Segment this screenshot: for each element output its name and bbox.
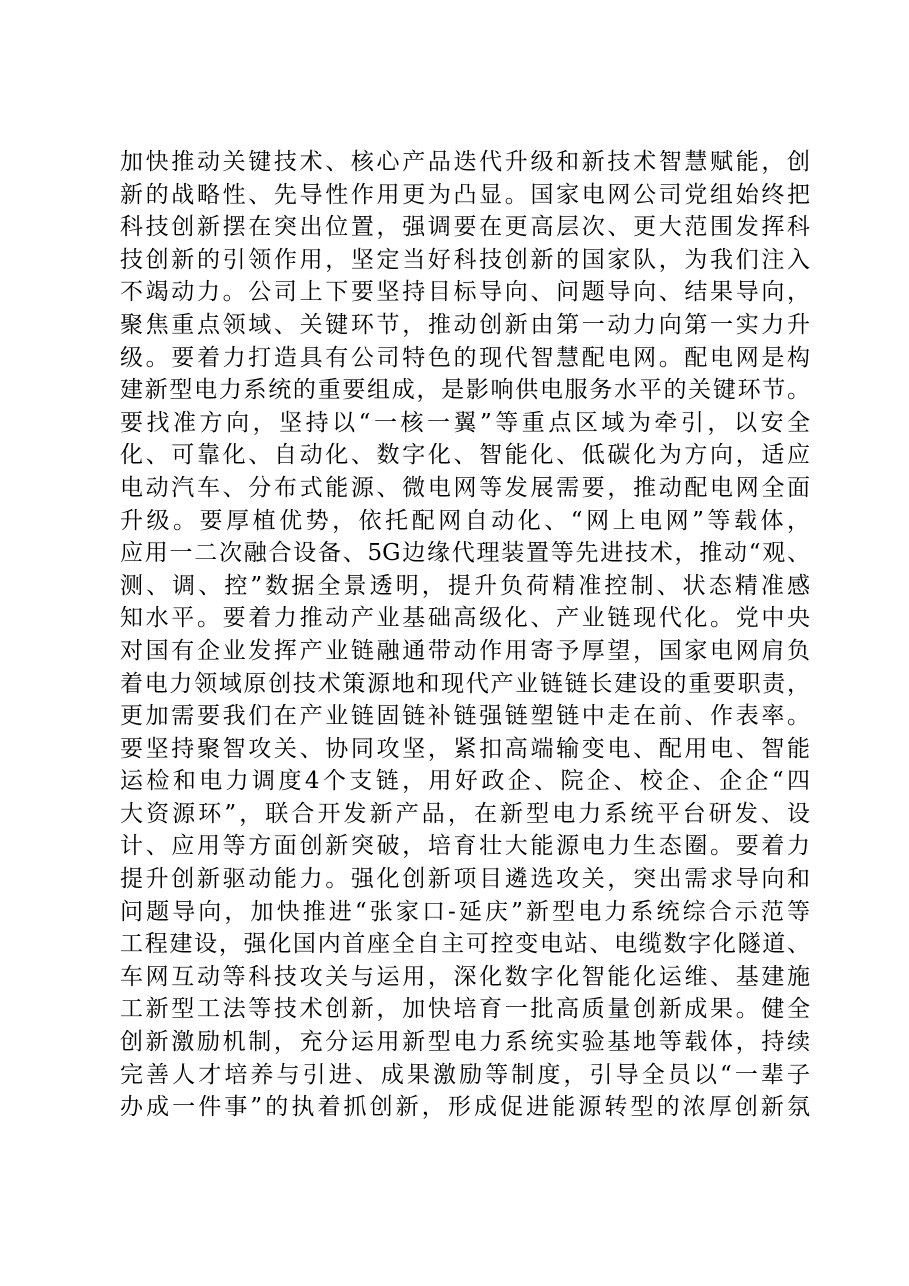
text-line: 工新型工法等技术创新，加快培育一批高质量创新成果。健全 [120, 996, 810, 1023]
text-line: 升级。要厚植优势，依托配网自动化、“网上电网”等载体， [120, 507, 810, 534]
text-line: 运检和电力调度4个支链，用好政企、院企、校企、企企“四 [120, 768, 810, 795]
text-line: 要找准方向，坚持以“一核一翼”等重点区域为牵引，以安全 [120, 409, 810, 436]
text-line: 技创新的引领作用，坚定当好科技创新的国家队，为我们注入 [120, 246, 810, 273]
text-line: 更加需要我们在产业链固链补链强链塑链中走在前、作表率。 [120, 703, 810, 730]
text-line: 问题导向，加快推进“张家口-延庆”新型电力系统综合示范等 [120, 898, 810, 925]
text-line: 加快推动关键技术、核心产品迭代升级和新技术智慧赋能，创 [120, 149, 810, 175]
text-line: 提升创新驱动能力。强化创新项目遴选攻关，突出需求导向和 [120, 866, 810, 893]
text-line: 测、调、控”数据全景透明，提升负荷精准控制、状态精准感 [120, 572, 810, 599]
text-line: 聚焦重点领域、关键环节，推动创新由第一动力向第一实力升 [120, 311, 810, 338]
text-line: 新的战略性、先导性作用更为凸显。国家电网公司党组始终把 [120, 181, 810, 208]
text-line: 创新激励机制，充分运用新型电力系统实验基地等载体，持续 [120, 1029, 810, 1056]
text-line: 对国有企业发挥产业链融通带动作用寄予厚望，国家电网肩负 [120, 637, 810, 664]
text-line: 着电力领域原创技术策源地和现代产业链链长建设的重要职责， [120, 670, 810, 697]
text-line: 建新型电力系统的重要组成，是影响供电服务水平的关键环节。 [120, 377, 810, 404]
text-line: 级。要着力打造具有公司特色的现代智慧配电网。配电网是构 [120, 344, 810, 371]
text-line: 电动汽车、分布式能源、微电网等发展需要，推动配电网全面 [120, 474, 810, 501]
text-line: 科技创新摆在突出位置，强调要在更高层次、更大范围发挥科 [120, 214, 810, 241]
text-line: 化、可靠化、自动化、数字化、智能化、低碳化为方向，适应 [120, 442, 810, 469]
body-text [120, 146, 810, 1124]
text-line: 计、应用等方面创新突破，培育壮大能源电力生态圈。要着力 [120, 833, 810, 860]
text-line: 工程建设，强化国内首座全自主可控变电站、电缆数字化隧道、 [120, 931, 810, 958]
text-line: 应用一二次融合设备、5G边缘代理装置等先进技术，推动“观、 [120, 540, 810, 567]
text-line: 车网互动等科技攻关与运用，深化数字化智能化运维、基建施 [120, 963, 810, 990]
text-line: 知水平。要着力推动产业基础高级化、产业链现代化。党中央 [120, 605, 810, 632]
text-line: 大资源环”，联合开发新产品，在新型电力系统平台研发、设 [120, 800, 810, 827]
text-line: 办成一件事”的执着抓创新，形成促进能源转型的浓厚创新氛 [120, 1094, 810, 1121]
text-line: 不竭动力。公司上下要坚持目标导向、问题导向、结果导向， [120, 279, 810, 306]
text-line: 要坚持聚智攻关、协同攻坚，紧扣高端输变电、配用电、智能 [120, 735, 810, 762]
text-line: 完善人才培养与引进、成果激励等制度，引导全员以“一辈子 [120, 1061, 810, 1088]
